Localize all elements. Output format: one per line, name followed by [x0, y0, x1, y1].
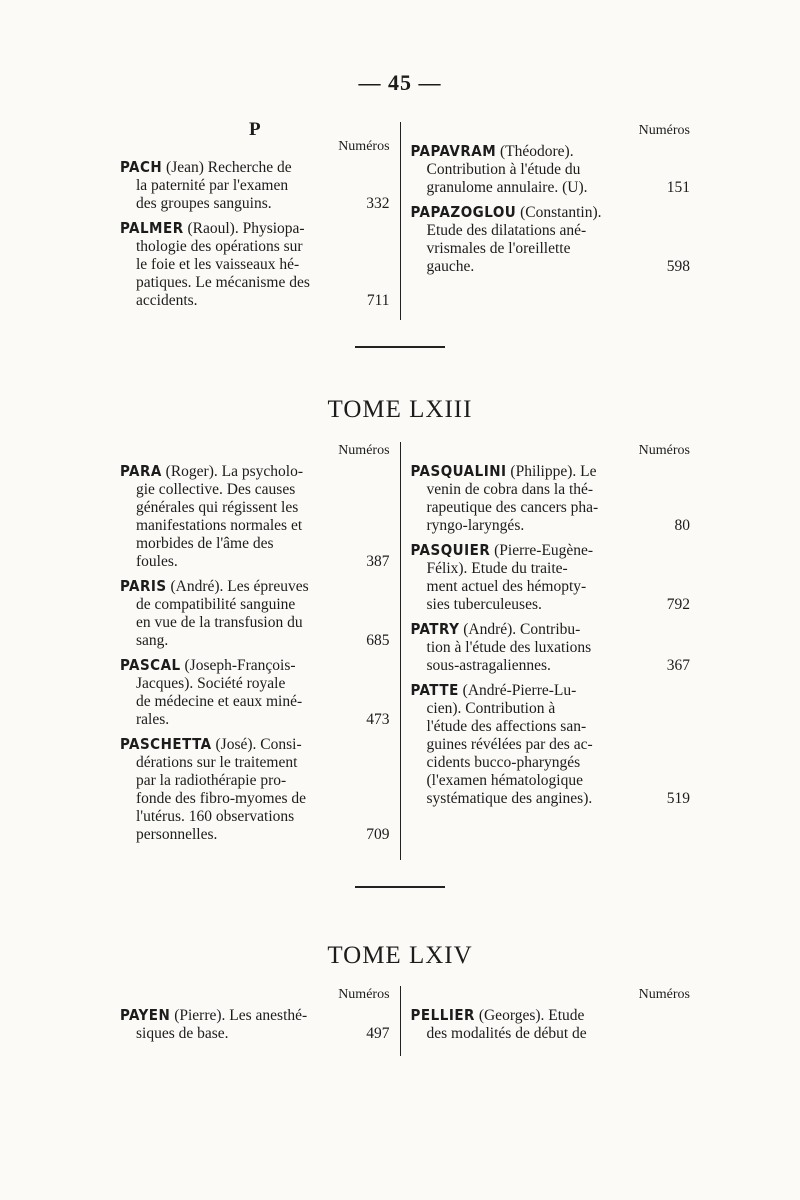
- entry-text: [120, 220, 305, 237]
- numeros-label: Numéros: [338, 139, 390, 154]
- thesis-number: 497: [366, 1025, 390, 1042]
- entry-text: [136, 177, 288, 194]
- entry-line-text: la paternité par l'examen: [136, 177, 289, 194]
- entry-line-text: cien). Contribution à: [426, 700, 556, 717]
- entry-line: [120, 632, 390, 650]
- section-rule: [355, 346, 445, 348]
- entry-text: [427, 596, 542, 614]
- thesis-number: 709: [366, 826, 390, 843]
- numeros-label: Numéros: [338, 987, 390, 1002]
- entry-text: [411, 204, 602, 221]
- entry-line: [120, 693, 390, 711]
- entry-line-text: (André). Contribu-: [463, 621, 581, 638]
- entry-line-text: (Raoul). Physiopa-: [187, 220, 305, 237]
- entry-line-text: (Roger). La psycholo-: [165, 463, 303, 480]
- author-surname: PARA: [120, 462, 162, 480]
- entry-text: [411, 542, 594, 559]
- entry-line-text: générales qui régissent les: [136, 499, 299, 516]
- entry-line: [120, 158, 390, 177]
- entry-line-text: de compatibilité sanguine: [136, 596, 296, 613]
- entry-line: [120, 735, 390, 754]
- entry-line-text: (Philippe). Le: [510, 463, 597, 480]
- entry-line: [411, 222, 690, 240]
- entry-line: [411, 560, 690, 578]
- tome-title: TOME LXIII: [327, 396, 473, 423]
- index-entry: [411, 462, 690, 535]
- entry-line-text: Contribution à l'étude du: [426, 161, 581, 178]
- entry-line: [120, 462, 390, 481]
- entry-line-text: morbides de l'âme des: [136, 535, 274, 552]
- entry-line-text: Etude des dilatations ané-: [426, 222, 587, 239]
- entry-line-text: en vue de la transfusion du: [136, 614, 303, 631]
- index-entry: [120, 158, 390, 213]
- entry-line: [411, 161, 690, 179]
- entry-line-text: des modalités de début de: [426, 1025, 587, 1042]
- thesis-number: 685: [366, 632, 390, 649]
- entry-text: [427, 222, 587, 239]
- entry-line: [120, 790, 390, 808]
- entry-text: [411, 682, 577, 699]
- entry-line: [411, 462, 690, 481]
- entry-text: [136, 553, 178, 571]
- entry-text: [120, 736, 302, 753]
- entry-line: [120, 499, 390, 517]
- entry-line: [120, 656, 390, 675]
- index-entry: [411, 620, 690, 675]
- entry-text: [120, 657, 296, 674]
- author-surname: PELLIER: [410, 1006, 475, 1024]
- entry-line: [120, 614, 390, 632]
- entry-line: [411, 517, 690, 535]
- entry-line: [120, 177, 390, 195]
- entry-text: [427, 639, 592, 656]
- entry-text: [136, 274, 310, 291]
- thesis-number: 711: [366, 292, 390, 309]
- index-entry: [411, 541, 690, 614]
- entry-line-text: Jacques). Société royale: [136, 675, 286, 692]
- entry-line-text: cidents bucco-pharyngés: [426, 754, 581, 771]
- index-entry: [120, 735, 390, 844]
- right-column: [401, 442, 690, 860]
- entry-line: [120, 754, 390, 772]
- entry-text: [427, 517, 525, 535]
- index-entry: [411, 142, 690, 197]
- entry-text: [136, 790, 306, 807]
- entry-text: [427, 736, 593, 753]
- entry-text: [136, 826, 217, 844]
- entry-text: [136, 195, 272, 213]
- index-entry: [120, 219, 390, 310]
- numeros-label: Numéros: [638, 123, 690, 138]
- entry-text: [411, 463, 597, 480]
- entry-text: [427, 700, 556, 717]
- entry-line-text: (Constantin).: [520, 204, 602, 221]
- entry-text: [120, 1007, 307, 1024]
- entry-line-text: ryngo-laryngés.: [426, 517, 525, 534]
- entry-line-text: (l'examen hématologique: [426, 772, 583, 789]
- author-surname: PASCHETTA: [120, 735, 212, 753]
- entry-line: [120, 481, 390, 499]
- entry-line-text: (Jean) Recherche de: [166, 159, 292, 176]
- thesis-number: 473: [366, 711, 390, 728]
- entry-line-text: (Pierre-Eugène-: [494, 542, 594, 559]
- entry-line: [120, 238, 390, 256]
- entry-line: [120, 826, 390, 844]
- entry-line: [120, 1025, 390, 1043]
- right-column: [401, 122, 690, 320]
- entry-text: [136, 499, 298, 516]
- entry-line-text: (José). Consi-: [215, 736, 302, 753]
- entry-line-text: vrismales de l'oreillette: [426, 240, 571, 257]
- entry-text: [427, 560, 568, 577]
- entry-text: [136, 632, 168, 650]
- author-surname: PAPAVRAM: [410, 142, 497, 160]
- entry-line-text: personnelles.: [136, 826, 218, 843]
- entry-line: [411, 578, 690, 596]
- entry-line-text: (Georges). Etude: [478, 1007, 585, 1024]
- entry-line: [411, 736, 690, 754]
- entry-line: [411, 499, 690, 517]
- entry-line-text: systématique des angines).: [426, 790, 593, 807]
- entry-text: [411, 621, 581, 638]
- entry-line-text: des groupes sanguins.: [136, 195, 272, 212]
- numeros-label: Numéros: [638, 987, 690, 1002]
- numeros-label: Numéros: [338, 443, 390, 458]
- entry-text: [136, 711, 169, 729]
- thesis-number: 367: [666, 657, 690, 674]
- author-surname: PATRY: [410, 620, 460, 638]
- entry-text: [120, 463, 303, 480]
- author-surname: PASQUALINI: [410, 462, 507, 480]
- author-surname: PASCAL: [120, 656, 181, 674]
- entry-line-text: (Pierre). Les anesthé-: [174, 1007, 308, 1024]
- entry-line-text: Félix). Etude du traite-: [426, 560, 568, 577]
- entry-line-text: tion à l'étude des luxations: [426, 639, 592, 656]
- entry-line-text: granulome annulaire. (U).: [426, 179, 588, 196]
- entry-line-text: siques de base.: [136, 1025, 229, 1042]
- entry-line: [411, 1006, 690, 1025]
- entry-text: [136, 517, 302, 534]
- entry-line: [120, 596, 390, 614]
- entry-line-text: de médecine et eaux miné-: [136, 693, 303, 710]
- entry-text: [136, 1025, 229, 1043]
- index-entry: [120, 462, 390, 571]
- index-entry: [120, 656, 390, 729]
- numeros-label: Numéros: [638, 443, 690, 458]
- entry-text: [136, 256, 299, 273]
- section-tome-lxii: [110, 119, 690, 320]
- entry-line-text: fonde des fibro-myomes de: [136, 790, 307, 807]
- entry-line: [120, 256, 390, 274]
- entry-text: [427, 718, 587, 735]
- entry-line-text: gauche.: [426, 258, 475, 275]
- index-entry: [411, 681, 690, 808]
- entry-line: [120, 553, 390, 571]
- entry-line-text: thologie des opérations sur: [136, 238, 303, 255]
- entry-line-text: gie collective. Des causes: [136, 481, 296, 498]
- entry-text: [427, 481, 594, 498]
- entry-text: [136, 772, 286, 789]
- entry-line: [120, 517, 390, 535]
- entry-text: [427, 161, 581, 178]
- left-column: [110, 986, 400, 1056]
- entry-line: [411, 657, 690, 675]
- left-column: [110, 119, 400, 320]
- entry-line: [411, 240, 690, 258]
- page-number: — 45 —: [358, 70, 442, 95]
- entry-line-text: ment actuel des hémopty-: [426, 578, 587, 595]
- entry-text: [411, 1007, 585, 1024]
- entry-line-text: par la radiothérapie pro-: [136, 772, 287, 789]
- entry-line-text: accidents.: [136, 292, 198, 309]
- entry-line: [120, 772, 390, 790]
- entry-line: [411, 790, 690, 808]
- entry-text: [427, 258, 475, 276]
- entry-line: [411, 1025, 690, 1043]
- entry-line-text: rales.: [136, 711, 170, 728]
- entry-line: [411, 203, 690, 222]
- entry-line: [120, 711, 390, 729]
- author-surname: PAPAZOGLOU: [410, 203, 517, 221]
- entry-text: [136, 808, 294, 825]
- entry-line: [120, 808, 390, 826]
- entry-line: [411, 142, 690, 161]
- entry-line: [120, 274, 390, 292]
- author-surname: PALMER: [120, 219, 184, 237]
- section-rule: [355, 886, 445, 888]
- entry-line: [411, 681, 690, 700]
- entry-text: [120, 578, 309, 595]
- entry-line: [411, 541, 690, 560]
- entry-line: [411, 700, 690, 718]
- tome-title: TOME LXIV: [327, 942, 473, 969]
- entry-line-text: (André). Les épreuves: [170, 578, 309, 595]
- entry-line-text: venin de cobra dans la thé-: [426, 481, 594, 498]
- entry-line: [120, 195, 390, 213]
- entry-line-text: sous-astragaliennes.: [426, 657, 551, 674]
- entry-line: [411, 639, 690, 657]
- entry-line: [411, 754, 690, 772]
- entry-line: [120, 292, 390, 310]
- entry-line: [411, 596, 690, 614]
- thesis-number: 80: [674, 517, 690, 534]
- entry-text: [136, 693, 302, 710]
- author-surname: PAYEN: [120, 1006, 171, 1024]
- entry-line-text: foules.: [136, 553, 178, 570]
- index-entry: [120, 577, 390, 650]
- entry-line-text: guines révélées par des ac-: [426, 736, 593, 753]
- entry-line: [120, 577, 390, 596]
- section-tome-lxiii: [110, 442, 690, 860]
- thesis-number: 519: [666, 790, 690, 807]
- entry-line-text: (Joseph-François-: [184, 657, 296, 674]
- entry-text: [427, 578, 587, 595]
- entry-text: [136, 292, 198, 310]
- entry-text: [427, 772, 583, 789]
- entry-line: [411, 772, 690, 790]
- entry-line-text: (André-Pierre-Lu-: [462, 682, 577, 699]
- entry-text: [136, 535, 274, 552]
- entry-line-text: l'étude des affections san-: [426, 718, 587, 735]
- entry-text: [427, 179, 588, 197]
- entry-line-text: l'utérus. 160 observations: [136, 808, 295, 825]
- entry-text: [411, 143, 574, 160]
- entry-line: [411, 718, 690, 736]
- thesis-number: 387: [366, 553, 390, 570]
- entry-text: [136, 614, 303, 631]
- entry-line-text: rapeutique des cancers pha-: [426, 499, 599, 516]
- entry-line-text: le foie et les vaisseaux hé-: [136, 256, 300, 273]
- thesis-number: 598: [666, 258, 690, 275]
- section-tome-lxiv: [110, 986, 690, 1056]
- author-surname: PATTE: [410, 681, 459, 699]
- entry-line: [411, 620, 690, 639]
- index-letter: P: [248, 119, 261, 140]
- entry-line: [120, 675, 390, 693]
- entry-line-text: (Théodore).: [500, 143, 574, 160]
- index-entry: [411, 1006, 690, 1043]
- entry-text: [120, 159, 292, 176]
- entry-line: [120, 219, 390, 238]
- entry-line-text: patiques. Le mécanisme des: [136, 274, 310, 291]
- entry-line: [411, 481, 690, 499]
- entry-line: [120, 1006, 390, 1025]
- left-column: [110, 442, 400, 860]
- entry-line: [411, 179, 690, 197]
- entry-text: [136, 754, 297, 771]
- entry-text: [136, 675, 285, 692]
- entry-text: [136, 481, 295, 498]
- entry-text: [427, 499, 599, 516]
- entry-text: [427, 754, 581, 771]
- entry-line-text: sang.: [136, 632, 169, 649]
- index-entry: [120, 1006, 390, 1043]
- author-surname: PARIS: [120, 577, 167, 595]
- entry-text: [427, 657, 551, 675]
- entry-text: [136, 596, 295, 613]
- author-surname: PACH: [120, 158, 163, 176]
- entry-line-text: sies tuberculeuses.: [426, 596, 542, 613]
- entry-text: [136, 238, 303, 255]
- index-entry: [411, 203, 690, 276]
- entry-text: [427, 790, 593, 808]
- entry-line-text: dérations sur le traitement: [136, 754, 298, 771]
- right-column: [401, 986, 690, 1056]
- entry-line: [120, 535, 390, 553]
- entry-text: [427, 240, 571, 257]
- author-surname: PASQUIER: [410, 541, 491, 559]
- thesis-number: 151: [666, 179, 690, 196]
- thesis-number: 792: [666, 596, 690, 613]
- entry-line: [411, 258, 690, 276]
- thesis-number: 332: [366, 195, 390, 212]
- entry-line-text: manifestations normales et: [136, 517, 303, 534]
- entry-text: [427, 1025, 587, 1043]
